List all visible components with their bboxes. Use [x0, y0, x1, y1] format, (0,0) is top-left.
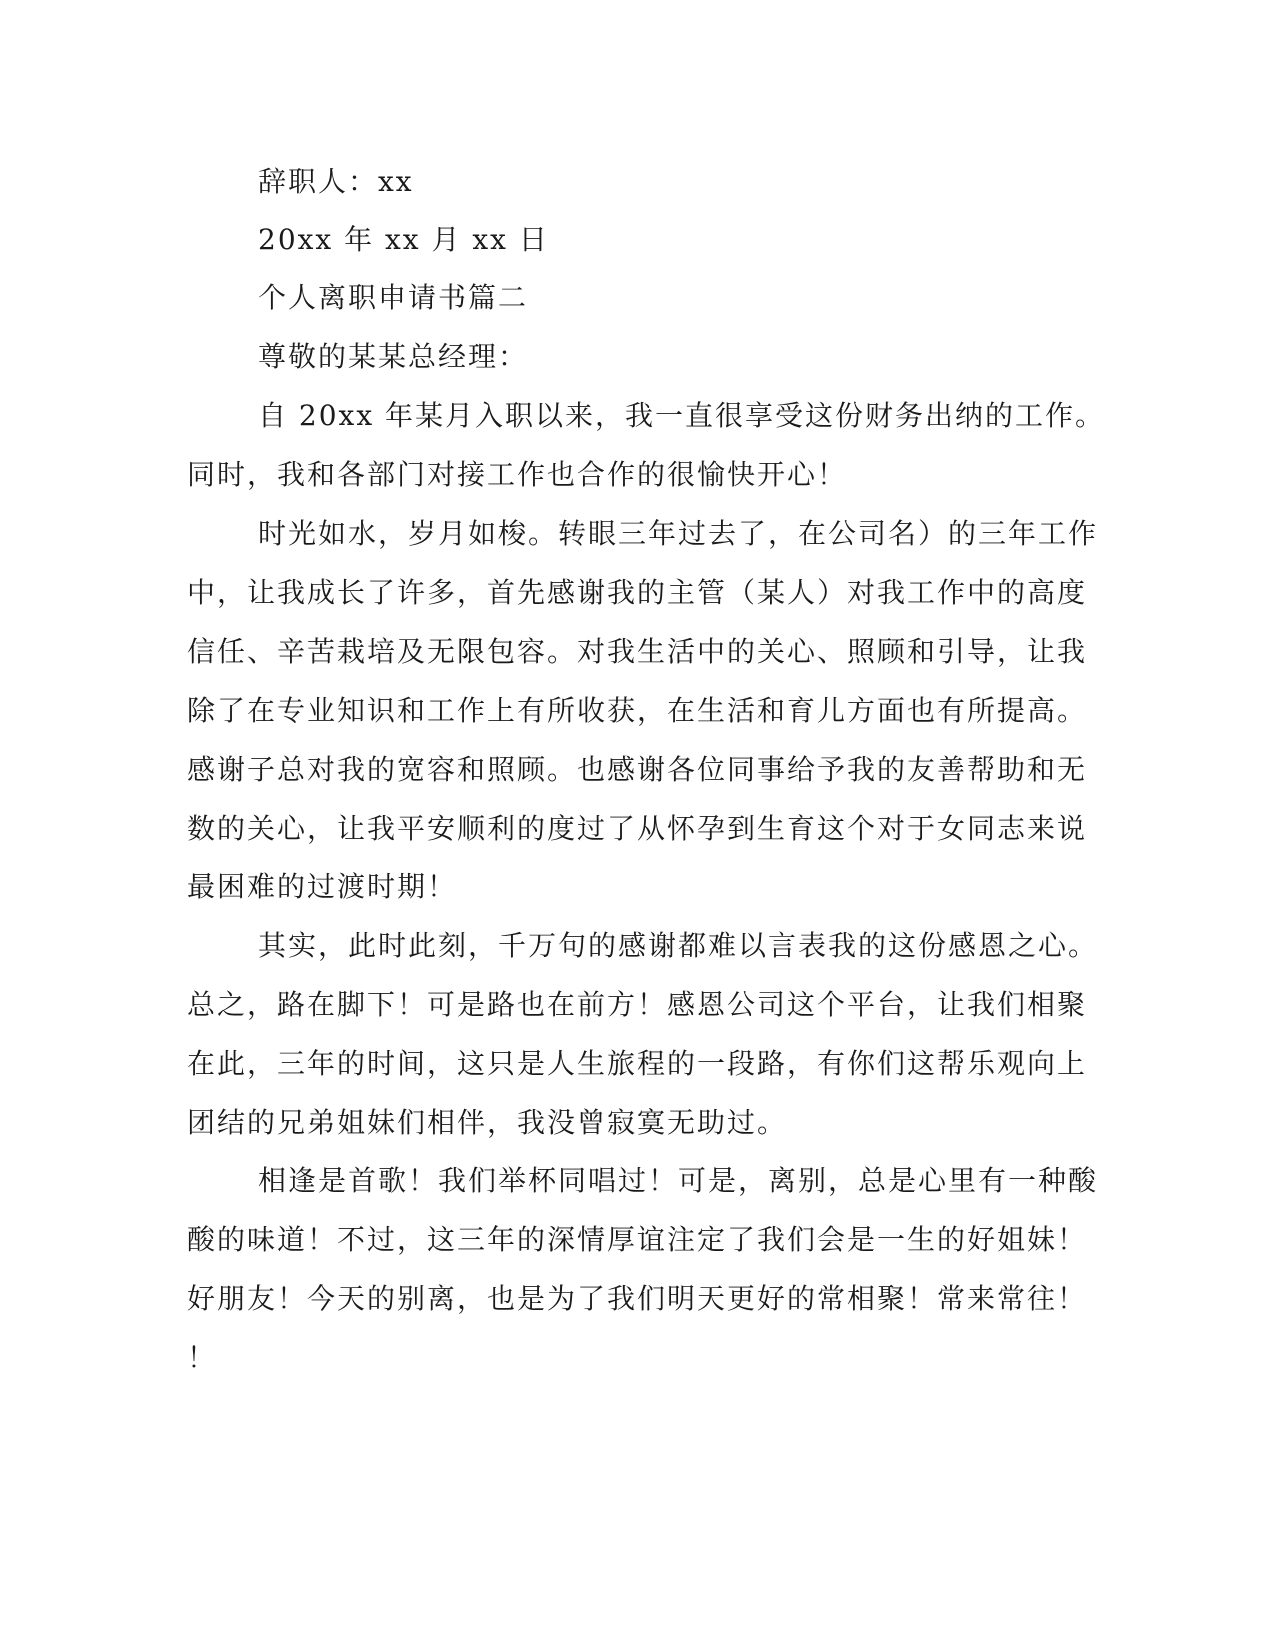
resigner-line: 辞职人：xx [258, 165, 414, 198]
paragraph-line: 信任、辛苦栽培及无限包容。对我生活中的关心、照顾和引导，让我 [187, 635, 1088, 668]
salutation: 尊敬的某某总经理： [258, 340, 529, 373]
paragraph-line: 同时，我和各部门对接工作也合作的很愉快开心！ [187, 458, 848, 491]
date-line: 20xx 年 xx 月 xx 日 [258, 223, 549, 256]
paragraph-line: 时光如水，岁月如梭。转眼三年过去了，在公司名）的三年工作 [258, 517, 1099, 550]
paragraph-line: 总之，路在脚下！可是路也在前方！感恩公司这个平台，让我们相聚 [187, 988, 1088, 1021]
paragraph-line: 最困难的过渡时期！ [187, 870, 458, 903]
paragraph-line: 中，让我成长了许多，首先感谢我的主管（某人）对我工作中的高度 [187, 576, 1088, 609]
paragraph-line: 数的关心，让我平安顺利的度过了从怀孕到生育这个对于女同志来说 [187, 812, 1088, 845]
paragraph-line: 感谢子总对我的宽容和照顾。也感谢各位同事给予我的友善帮助和无 [187, 753, 1088, 786]
paragraph-line: 自 20xx 年某月入职以来，我一直很享受这份财务出纳的工作。 [258, 399, 1106, 432]
paragraph-line: 其实，此时此刻，千万句的感谢都难以言表我的这份感恩之心。 [258, 929, 1099, 962]
paragraph-line: 相逢是首歌！我们举杯同唱过！可是，离别，总是心里有一种酸 [258, 1164, 1099, 1197]
paragraph-line: 好朋友！今天的别离，也是为了我们明天更好的常相聚！常来常往！ [187, 1282, 1088, 1315]
section-title: 个人离职申请书篇二 [258, 281, 529, 314]
paragraph-line: ！ [187, 1341, 218, 1374]
paragraph-line: 在此，三年的时间，这只是人生旅程的一段路，有你们这帮乐观向上 [187, 1047, 1088, 1080]
paragraph-line: 除了在专业知识和工作上有所收获，在生活和育儿方面也有所提高。 [187, 694, 1088, 727]
paragraph-line: 酸的味道！不过，这三年的深情厚谊注定了我们会是一生的好姐妹！ [187, 1223, 1088, 1256]
paragraph-line: 团结的兄弟姐妹们相伴，我没曾寂寞无助过。 [187, 1106, 788, 1139]
